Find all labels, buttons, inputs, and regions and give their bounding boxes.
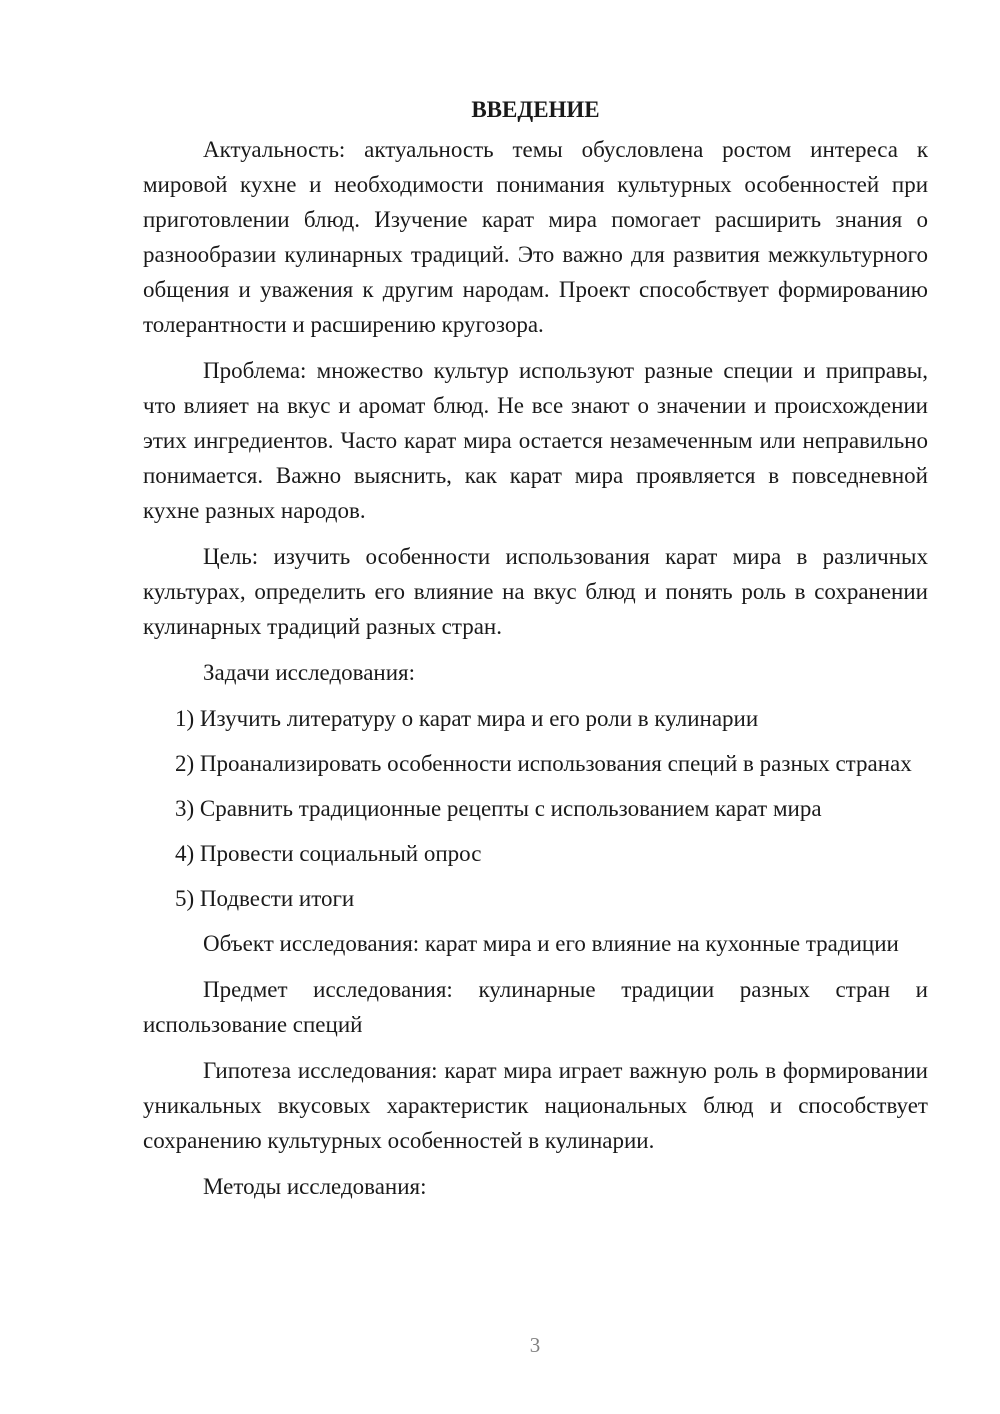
subject-paragraph: Предмет исследования: кулинарные традиции разных стран и использование специй: [143, 977, 928, 1037]
page-number: 3: [529, 1333, 541, 1357]
object-paragraph: Объект исследования: карат мира и его влияние на кухонные традиции: [203, 931, 899, 956]
tasks-heading: Задачи исследования:: [203, 660, 416, 685]
section-title: ВВЕДЕНИЕ: [471, 97, 600, 122]
methods-heading: Методы исследования:: [203, 1174, 427, 1199]
task-item: 3) Сравнить традиционные рецепты с использованием карат мира: [175, 796, 822, 821]
task-item: 4) Провести социальный опрос: [175, 841, 482, 866]
task-item: 1) Изучить литературу о карат мира и его роли в кулинарии: [175, 706, 759, 731]
goal-paragraph: Цель: изучить особенности использования карат мира в различных культурах, определить его влияние на вкус блюд и понять роль в сохранении кулинарных традиций разных стран.: [143, 544, 928, 639]
page-content: [143, 92, 928, 1215]
task-item: 5) Подвести итоги: [175, 886, 355, 911]
relevance-paragraph: Актуальность: актуальность темы обусловлена ростом интереса к мировой кухне и необходимости понимания культурных особенностей при приготовлении блюд. Изучение карат мира помогает расширить знания о разнообразии кулинарных традиций. Это важно для развития межкультурного общения и уважения к другим народам. Проект способствует формированию толерантности и расширению кругозора.: [143, 137, 928, 337]
task-item: 2) Проанализировать особенности использования специй в разных странах: [175, 751, 912, 776]
hypothesis-paragraph: Гипотеза исследования: карат мира играет важную роль в формировании уникальных вкусовых характеристик национальных блюд и способствует сохранению культурных особенностей в кулинарии.: [143, 1058, 928, 1153]
problem-paragraph: Проблема: множество культур используют разные специи и приправы, что влияет на вкус и аромат блюд. Не все знают о значении и происхождении этих ингредиентов. Часто карат мира остается незамеченным или неправильно понимается. Важно выяснить, как карат мира проявляется в повседневной кухне разных народов.: [143, 358, 928, 523]
